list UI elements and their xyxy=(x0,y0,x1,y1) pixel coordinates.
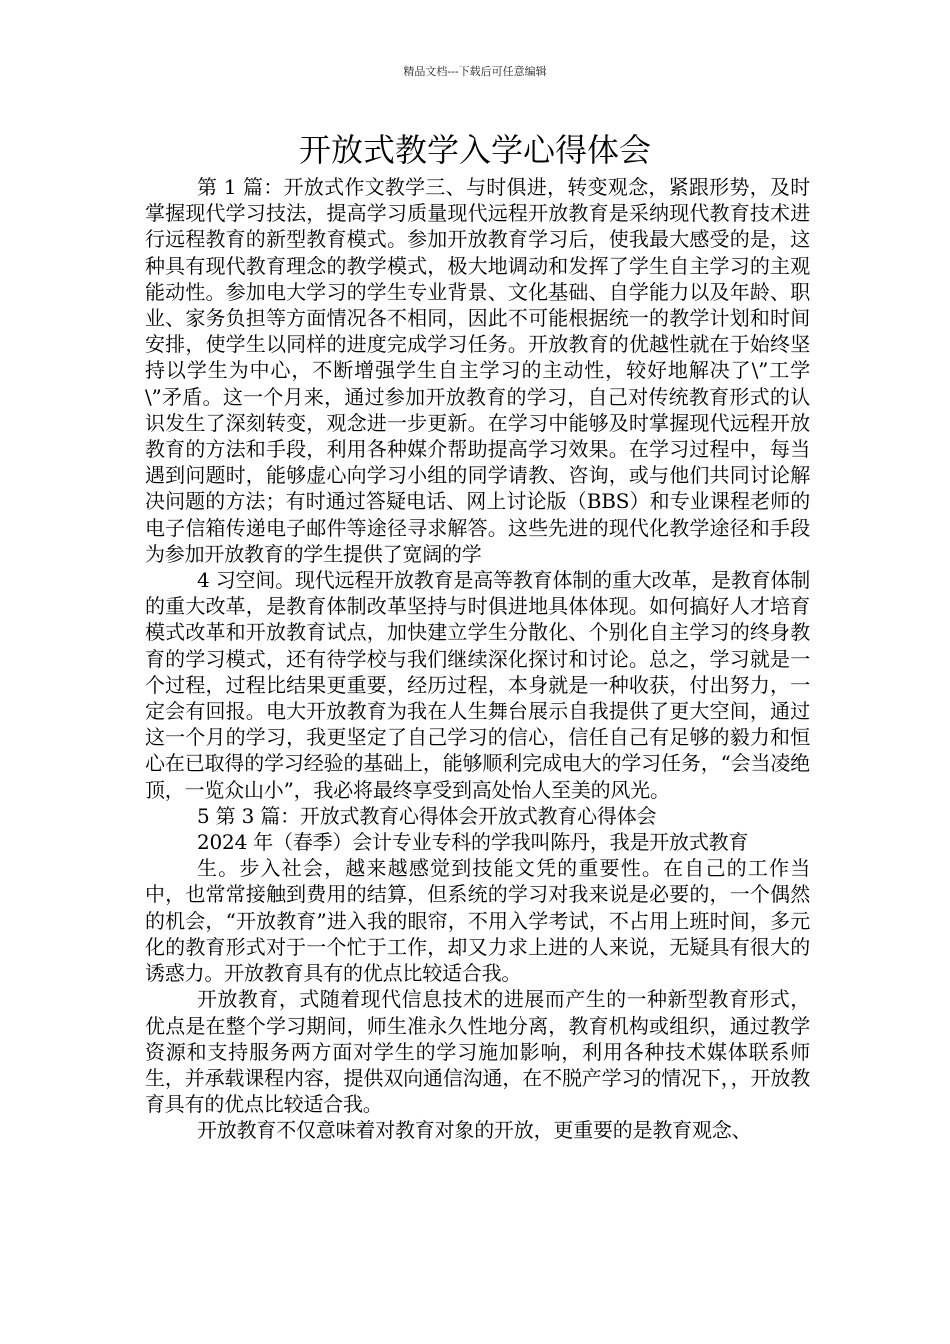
page-header-note: 精品文档---下载后可任意编辑 xyxy=(403,65,547,78)
paragraph-1: 第 1 篇：开放式作文教学三、与时俱进，转变观念，紧跟形势，及时掌握现代学习技法，提高学习质量现代远程开放教育是采纳现代教育技术进行远程教育的新型教育模式。参加开放教育学习后，使我最大感受的是，这种具有现代教育理念的教学模式，极大地调动和发挥了学生自主学习的主观能动性。参加电大学习的学生专业背景、文化基础、自学能力以及年龄、职业、家务负担等方面情况各不相同，因此不可能根据统一的教学计划和时间安排，使学生以同样的进度完成学习任务。开放教育的优越性就在于始终坚持以学生为中心，不断增强学生自主学习的主动性，较好地解决了\”工学\”矛盾。这一个月来，通过参加开放教育的学习，自己对传统教育形式的认识发生了深刻转变，观念进一步更新。在学习中能够及时掌握现代远程开放教育的方法和手段，利用各种媒介帮助提高学习效果。在学习过程中，每当遇到问题时，能够虚心向学习小组的同学请教、咨询，或与他们共同讨论解决问题的方法；有时通过答疑电话、网上讨论版（BBS）和专业课程老师的电子信箱传递电子邮件等途径寻求解答。这些先进的现代化教学途径和手段为参加开放教育的学生提供了宽阔的学 xyxy=(145,175,810,566)
paragraph-3: 5 第 3 篇：开放式教育心得体会开放式教育心得体会 xyxy=(197,803,657,828)
paragraph-5: 生。步入社会，越来越感觉到技能文凭的重要性。在自己的工作当中，也常常接触到费用的结算，但系统的学习对我来说是必要的，一个偶然的机会，“开放教育”进入我的眼帘，不用入学考试，不占用上班时间，多元化的教育形式对于一个忙于工作，却又力求上进的人来说，无疑具有很大的诱惑力。开放教育具有的优点比较适合我。 xyxy=(145,856,810,986)
paragraph-6: 开放教育，式随着现代信息技术的进展而产生的一种新型教育形式，优点是在整个学习期间，师生准永久性地分离，教育机构或组织，通过教学资源和支持服务两方面对学生的学习施加影响，利用各种技术媒体联系师生，并承载课程内容，提供双向通信沟通，在不脱产学习的情况下，，开放教育具有的优点比较适合我。 xyxy=(145,987,810,1117)
document-title: 开放式教学入学心得体会 xyxy=(298,131,651,169)
document-body xyxy=(145,174,810,1144)
paragraph-4: 2024 年（春季）会计专业专科的学我叫陈丹，我是开放式教育 xyxy=(197,830,749,855)
paragraph-7: 开放教育不仅意味着对教育对象的开放，更重要的是教育观念、 xyxy=(197,1118,752,1143)
paragraph-2: 4 习空间。现代远程开放教育是高等教育体制的重大改革，是教育体制的重大改革，是教育体制改革坚持与时俱进地具体体现。如何搞好人才培育模式改革和开放教育试点，加快建立学生分散化、个别化自主学习的终身教育的学习模式，还有待学校与我们继续深化探讨和讨论。总之，学习就是一个过程，过程比结果更重要，经历过程，本身就是一种收获，付出努力，一定会有回报。电大开放教育为我在人生舞台展示自我提供了更大空间，通过这一个月的学习，我更坚定了自己学习的信心，信任自己有足够的毅力和恒心在已取得的学习经验的基础上，能够顺利完成电大的学习任务，“会当凌绝顶，一览众山小”，我必将最终享受到高处怡人至美的风光。 xyxy=(145,568,810,802)
